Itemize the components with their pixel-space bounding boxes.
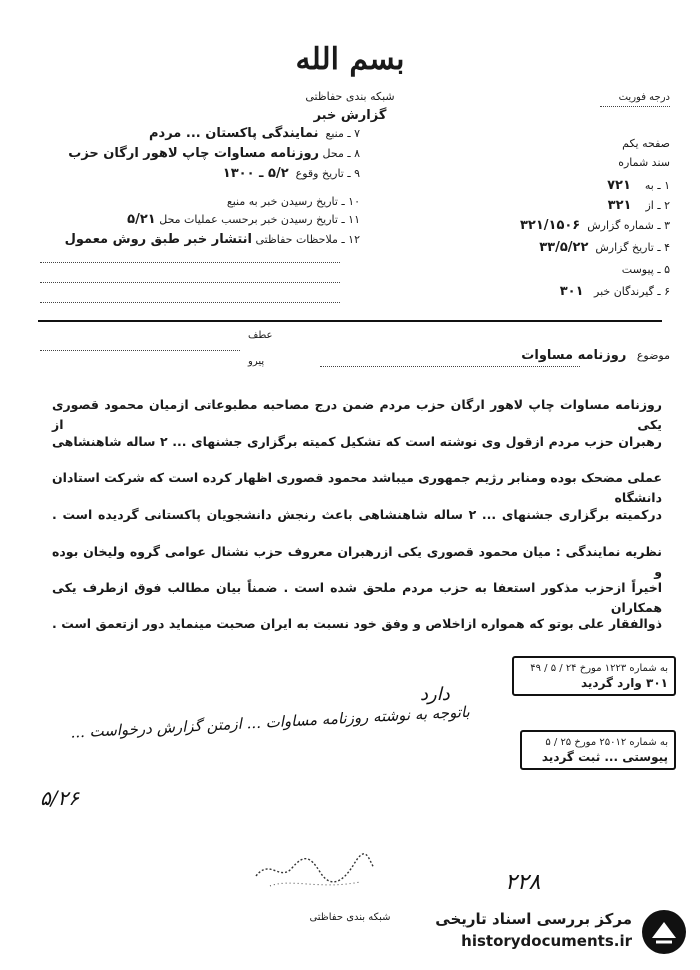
body-line: ذوالفقار علی بوتو که همواره ازاخلاص و وفق خود نسبت به ایران صحبت مینماید دور ازتعمق است . bbox=[52, 616, 662, 631]
watermark-name: مرکز بررسی اسناد تاریخی bbox=[435, 910, 632, 928]
sub-unit-label: شبکه بندی حفاظتی bbox=[305, 90, 395, 103]
field-report-number: ۳ ـ شماره گزارش ۳۲۱/۱۵۰۶ bbox=[519, 218, 670, 233]
handwritten-note: باتوجه به نوشته روزنامه مساوات ... ازمتن گزارش درخواست ... bbox=[69, 702, 471, 742]
reference-mark: عطف bbox=[248, 330, 273, 341]
stamp-line: پیوستی ... ثبت گردید bbox=[541, 750, 668, 764]
signature bbox=[250, 838, 380, 898]
receipt-stamp bbox=[512, 656, 676, 696]
handwritten-date: ۵/۲۶ bbox=[40, 786, 79, 810]
field-from: ۲ ـ از ۳۲۱ bbox=[607, 198, 670, 213]
stamp-line: ۳۰۱ وارد گردید bbox=[580, 676, 668, 690]
body-line: عملی مضحک بوده ومنابر رژیم جمهوری میباشد محمود قصوری اظهار کرده است که شرکت استادان دانشگاه bbox=[52, 470, 662, 505]
blank-line bbox=[40, 262, 340, 263]
report-kind-label: گزارش خبر bbox=[313, 108, 387, 123]
urgency-line bbox=[600, 106, 670, 107]
body-line: اخیراً ازحزب مذکور استعفا به حزب مردم ملحق شده است . ضمناً بیان مطالب فوق ازطرف یکی همکاران bbox=[52, 580, 662, 615]
field-security-notes: ۱۲ ـ ملاحظات حفاظتی انتشار خبر طبق روش معمول bbox=[64, 232, 360, 247]
archive-watermark bbox=[430, 908, 690, 958]
body-line: درکمیته برگزاری جشنهای ... ۲ ساله شاهنشاهی باعث رنجش دانشجویان پاکستانی گردیده است . bbox=[52, 507, 662, 522]
document-title: بسم الله bbox=[295, 42, 405, 77]
subject: موضوع روزنامه مساوات bbox=[521, 348, 670, 363]
field-page: صفحه یکم bbox=[622, 137, 670, 150]
field-received-ops: ۱۱ ـ تاریخ رسیدن خبر برحسب عملیات محل ۵/۲۱ bbox=[127, 212, 360, 227]
field-event-date: ۹ ـ تاریخ وقوع ۵/۲ ـ ۱۳۰۰ bbox=[222, 166, 360, 181]
body-line: روزنامه مساوات چاپ لاهور ارگان حزب مردم ضمن درج مصاحبه مطبوعاتی ازمیان محمود قصوری یکی از bbox=[52, 397, 662, 432]
header-divider bbox=[38, 320, 662, 322]
urgency-label: درجه فوریت bbox=[618, 92, 670, 103]
archive-logo-icon bbox=[640, 908, 688, 956]
field-to: ۱ ـ به ۷۲۱ bbox=[607, 178, 670, 193]
field-attachment: ۵ ـ پیوست bbox=[621, 263, 670, 276]
subject-line bbox=[320, 366, 580, 367]
field-doc-number: سند شماره bbox=[618, 156, 670, 169]
page-number: ۲۲۸ bbox=[505, 870, 541, 895]
stamp-line: به شماره ۲۵۰۱۲ مورخ ۲۵ / ۵ bbox=[545, 737, 668, 748]
footer-sub-unit: شبکه بندی حفاظتی bbox=[309, 912, 391, 923]
registry-stamp bbox=[520, 730, 676, 770]
blank-line bbox=[40, 302, 340, 303]
body-line: رهبران حزب مردم ازقول وی نوشته است که تشکیل کمیته برگزاری جشنهای ... ۲ ساله شاهنشاهی bbox=[52, 434, 662, 449]
follow-mark: پیرو bbox=[248, 356, 265, 367]
blank-line bbox=[40, 282, 340, 283]
stamp-line: به شماره ۱۲۲۳ مورخ ۲۴ / ۵ / ۴۹ bbox=[530, 663, 668, 674]
handwritten-note-top: دارد bbox=[420, 684, 450, 705]
field-location: ۸ ـ محل روزنامه مساوات چاپ لاهور ارگان حزب bbox=[68, 146, 360, 161]
field-recipients: ۶ ـ گیرندگان خبر ۳۰۱ bbox=[559, 284, 670, 299]
field-source: ۷ ـ منبع نمایندگی پاکستان ... مردم bbox=[149, 126, 360, 141]
body-line: نظریه نمایندگی : میان محمود قصوری یکی ازرهبران معروف حزب نشنال عوامی گروه ولیخان بوده و bbox=[52, 544, 662, 579]
field-report-date: ۴ ـ تاریخ گزارش ۳۳/۵/۲۲ bbox=[539, 240, 670, 255]
watermark-url: historydocuments.ir bbox=[461, 932, 632, 950]
field-received-source: ۱۰ ـ تاریخ رسیدن خبر به منبع bbox=[226, 195, 360, 208]
